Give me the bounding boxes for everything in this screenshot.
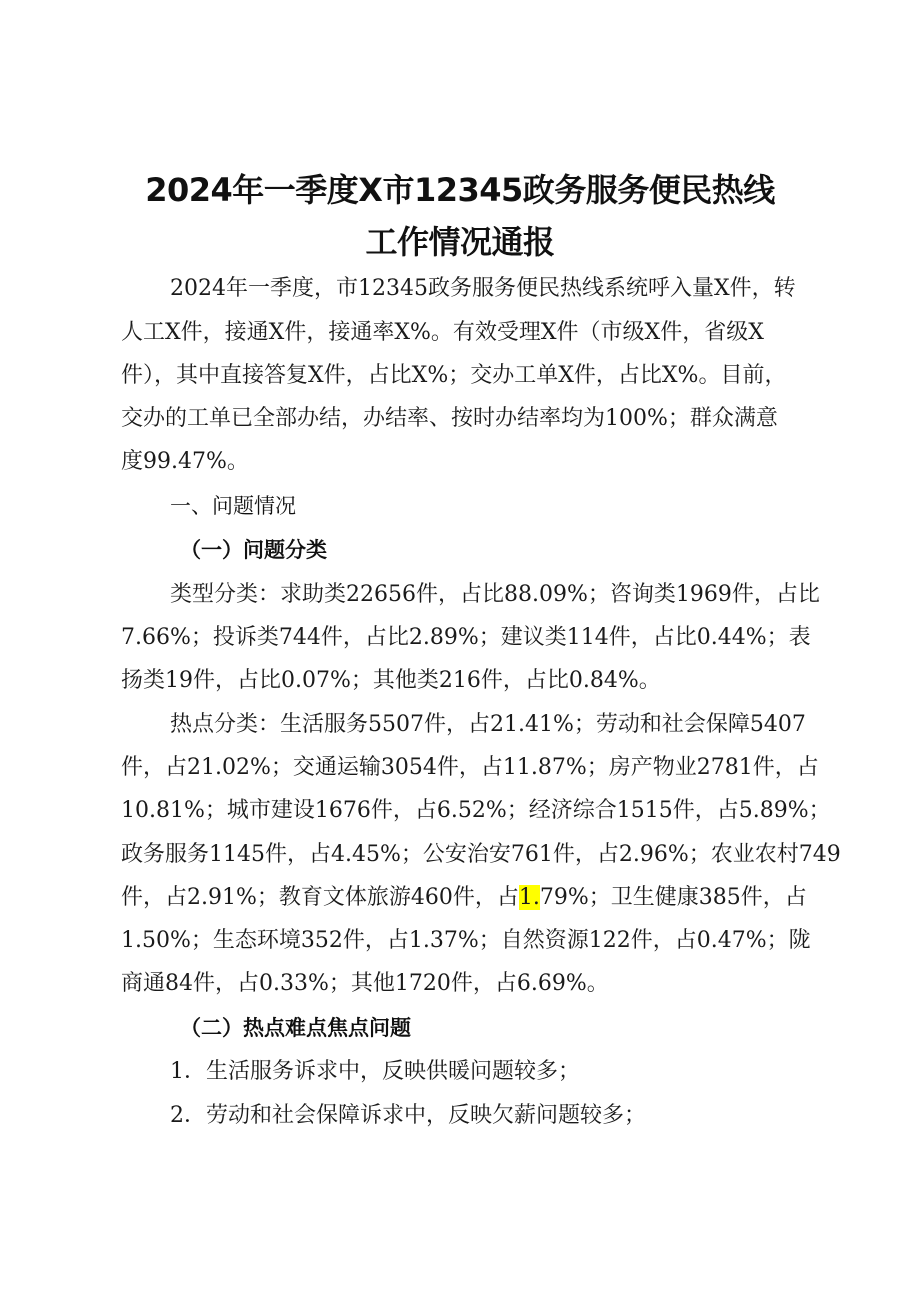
hot-line-7: 商通84件，占0.33%；其他1720件，占6.69%。 <box>121 971 609 996</box>
type-line-3: 扬类19件，占比0.07%；其他类216件，占比0.84%。 <box>121 668 661 693</box>
issue-item-1: 1．生活服务诉求中，反映供暖问题较多； <box>170 1059 580 1084</box>
hot-line-1: 热点分类：生活服务5507件，占21.41%；劳动和社会保障5407 <box>170 712 806 737</box>
section-heading-problems: 一、问题情况 <box>170 494 296 518</box>
intro-line-2: 人工X件，接通X件，接通率X%。有效受理X件（市级X件，省级X <box>121 320 764 345</box>
hot-line-2: 件，占21.02%；交通运输3054件，占11.87%；房产物业2781件，占 <box>121 755 819 780</box>
hot-line-5-before: 件，占2.91%；教育文体旅游460件，占 <box>121 885 519 910</box>
intro-line-5: 度99.47%。 <box>121 449 249 474</box>
hot-line-4: 政务服务1145件，占4.45%；公安治安761件，占2.96%；农业农村749 <box>121 842 841 867</box>
type-line-1: 类型分类：求助类22656件，占比88.09%；咨询类1969件，占比 <box>170 582 820 607</box>
subsection-heading-hot-issues: （二）热点难点焦点问题 <box>180 1016 411 1040</box>
document-title-line-1: 2024年一季度X市12345政务服务便民热线 <box>145 171 775 209</box>
intro-line-4: 交办的工单已全部办结，办结率、按时办结率均为100%；群众满意 <box>121 406 778 431</box>
type-line-2: 7.66%；投诉类744件，占比2.89%；建议类114件，占比0.44%；表 <box>121 625 811 650</box>
subsection-heading-classification: （一）问题分类 <box>180 538 327 562</box>
hot-line-3: 10.81%；城市建设1676件，占6.52%；经济综合1515件，占5.89%； <box>121 798 831 823</box>
highlighted-text: 1. <box>518 885 540 910</box>
intro-line-3: 件），其中直接答复X件，占比X%；交办工单X件，占比X%。目前， <box>121 363 787 388</box>
hot-line-5-after: 79%；卫生健康385件，占 <box>539 885 807 910</box>
hot-line-6: 1.50%；生态环境352件，占1.37%；自然资源122件，占0.47%；陇 <box>121 928 811 953</box>
hot-line-5 <box>121 883 807 913</box>
issue-item-2: 2．劳动和社会保障诉求中，反映欠薪问题较多； <box>170 1103 646 1128</box>
intro-line-1: 2024年一季度，市12345政务服务便民热线系统呼入量X件，转 <box>170 276 796 301</box>
document-title-line-2: 工作情况通报 <box>365 223 555 261</box>
